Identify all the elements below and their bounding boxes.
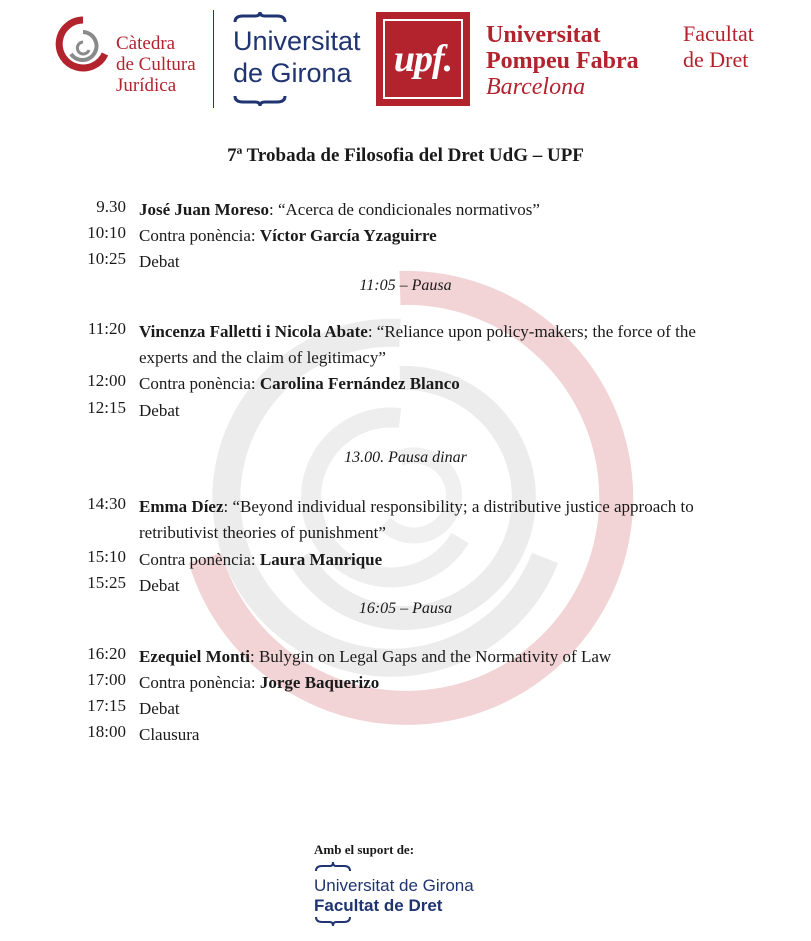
row-time: 15:25	[87, 573, 126, 592]
row-time: 15:10	[87, 547, 126, 566]
brace-ornament-icon	[233, 94, 287, 106]
pause-label: 11:05 – Pausa	[359, 277, 452, 294]
facultat-dret-label: Facultat de Dret	[683, 21, 754, 72]
pause-label: 16:05 – Pausa	[358, 600, 453, 617]
row-time: 17:15	[87, 696, 126, 715]
catedra-name: Càtedra de Cultura Jurídica	[116, 33, 196, 96]
row-desc: Contra ponència: Laura Manrique	[139, 550, 383, 569]
row-desc: Contra ponència: Víctor García Yzaguirre	[139, 226, 437, 245]
row-desc: Clausura	[139, 725, 200, 744]
row-desc: Contra ponència: Carolina Fernández Blanco	[139, 374, 460, 393]
support-label: Amb el suport de:	[314, 842, 415, 857]
row-desc: Vincenza Falletti i Nicola Abate: “Reliance upon policy-makers; the force of the experts and the claim of legitimacy”	[139, 322, 696, 367]
row-desc: Debat	[139, 401, 180, 420]
brace-ornament-icon	[314, 862, 352, 872]
upf-logo: upf.	[376, 12, 470, 106]
spiral-logo-icon	[55, 14, 110, 84]
row-desc: José Juan Moreso: “Acerca de condicionales normativos”	[139, 200, 540, 219]
row-time: 9.30	[96, 197, 126, 216]
header-divider	[213, 10, 214, 108]
pause-label: 13.00. Pausa dinar	[344, 449, 467, 466]
row-desc: Debat	[139, 252, 180, 271]
footer-udg-logo: Universitat de Girona Facultat de Dret	[314, 876, 474, 915]
row-time: 11:20	[87, 319, 126, 338]
row-time: 12:15	[87, 398, 126, 417]
row-desc: Emma Díez: “Beyond individual responsibility; a distributive justice approach to retributivist theories of punishment”	[139, 497, 694, 542]
row-desc: Ezequiel Monti: Bulygin on Legal Gaps and the Normativity of Law	[139, 647, 612, 666]
row-time: 10:25	[87, 249, 126, 268]
row-desc: Debat	[139, 699, 180, 718]
row-time: 10:10	[87, 223, 126, 242]
row-time: 18:00	[87, 722, 126, 741]
row-time: 16:20	[87, 644, 126, 663]
row-time: 12:00	[87, 371, 126, 390]
brace-ornament-icon	[233, 12, 287, 24]
udg-name: Universitat de Girona	[233, 26, 361, 88]
brace-ornament-icon	[314, 916, 352, 926]
row-time: 17:00	[87, 670, 126, 689]
row-desc: Contra ponència: Jorge Baquerizo	[139, 673, 380, 692]
upf-name: Universitat Pompeu Fabra Barcelona	[486, 22, 639, 100]
event-title: 7ª Trobada de Filosofia del Dret UdG – UPF	[227, 145, 584, 166]
row-desc: Debat	[139, 576, 180, 595]
row-time: 14:30	[87, 494, 126, 513]
